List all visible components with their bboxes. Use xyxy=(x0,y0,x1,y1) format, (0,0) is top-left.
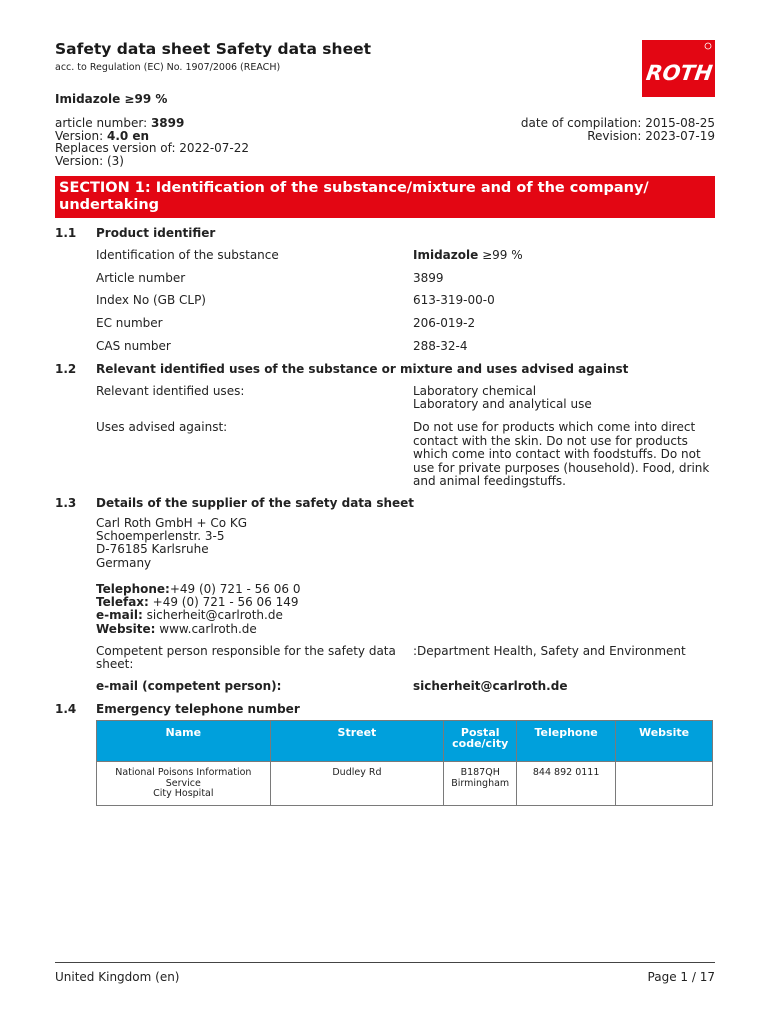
country: Germany xyxy=(96,555,152,570)
telephone-label: Telephone: xyxy=(96,582,170,596)
document-title: Safety data sheet Safety data sheet xyxy=(55,40,372,58)
supplier-contacts xyxy=(96,583,300,636)
roth-logo xyxy=(642,40,715,97)
table-row xyxy=(97,762,713,806)
telefax-label: Telefax: xyxy=(96,595,149,610)
page-number: Page 1 / 17 xyxy=(647,970,715,984)
replaces-version: Replaces version of: 2022-07-22 xyxy=(55,141,250,156)
footer-country: United Kingdom (en) xyxy=(55,970,180,984)
telephone-value: +49 (0) 721 - 56 06 0 xyxy=(169,582,301,596)
competent-email-value[interactable]: sicherheit@carlroth.de xyxy=(413,679,568,693)
revision-date: Revision: 2023-07-19 xyxy=(587,128,715,143)
uses-label: Relevant identified uses: xyxy=(96,384,245,398)
version-value: 4.0 en xyxy=(106,128,150,143)
subsection-heading: Details of the supplier of the safety data sheet xyxy=(96,496,415,510)
column-header-name: Name xyxy=(97,721,271,762)
svg-text:ROTH: ROTH xyxy=(644,60,715,85)
replaces-version-number: Version: (3) xyxy=(55,153,124,168)
cell-street: Dudley Rd xyxy=(270,762,444,806)
substance-name: Imidazole xyxy=(413,248,479,262)
substance-identification xyxy=(413,249,523,262)
competent-person-label: Competent person responsible for the safety data sheet: xyxy=(96,644,396,671)
subsection-heading: Product identifier xyxy=(96,226,216,240)
document-meta-right xyxy=(521,117,715,142)
row-label: Identification of the substance xyxy=(96,248,279,262)
cell-postal xyxy=(444,762,517,806)
subsection-heading: Emergency telephone number xyxy=(96,702,300,716)
section-1-heading: SECTION 1: Identification of the substance/mixture and of the company/ undertaking xyxy=(55,176,715,218)
website-label: Website: xyxy=(96,621,156,636)
column-header-website: Website xyxy=(616,721,713,762)
subsection-number: 1.2 xyxy=(55,362,77,376)
column-header-telephone: Telephone xyxy=(517,721,616,762)
city-address: D-76185 Karlsruhe xyxy=(96,542,209,557)
advised-against-value: Do not use for products which come into direct contact with the skin. Do not use for products which come into contact with foodstuffs. Do not use for private purposes (household). Food, drink and animal feedingstuffs. xyxy=(413,420,710,488)
roth-logo-mark xyxy=(642,40,715,97)
cell-text: City Hospital xyxy=(153,788,214,799)
cell-name xyxy=(97,762,271,806)
cell-text: B187QH xyxy=(460,767,500,778)
subsection-number: 1.1 xyxy=(55,226,77,240)
row-label: Article number xyxy=(96,271,186,285)
street-address: Schoemperlenstr. 3-5 xyxy=(96,529,225,544)
cell-text: National Poisons Information xyxy=(115,767,252,778)
regulation-subtitle: acc. to Regulation (EC) No. 1907/2006 (REACH) xyxy=(55,62,281,73)
company-name: Carl Roth GmbH + Co KG xyxy=(96,516,248,530)
table-header-row xyxy=(97,721,713,762)
cell-text: Service xyxy=(165,777,201,789)
row-label: Index No (GB CLP) xyxy=(96,293,206,307)
email-label: e-mail: xyxy=(96,608,143,623)
column-header-street: Street xyxy=(270,721,444,762)
product-name: Imidazole ≥99 % xyxy=(55,92,168,106)
row-value: 3899 xyxy=(413,271,444,285)
advised-against-label: Uses advised against: xyxy=(96,420,228,434)
website-link[interactable]: www.carlroth.de xyxy=(155,621,257,636)
version-label: Version: xyxy=(55,128,107,143)
subsection-number: 1.3 xyxy=(55,496,77,510)
row-label: EC number xyxy=(96,316,163,330)
footer-divider xyxy=(55,962,715,963)
row-label: CAS number xyxy=(96,339,171,353)
compilation-date: date of compilation: 2015-08-25 xyxy=(520,116,715,130)
cell-website xyxy=(616,762,713,806)
use-item: Laboratory chemical xyxy=(413,384,537,398)
article-label: article number: xyxy=(55,116,151,130)
competent-email-label: e-mail (competent person): xyxy=(96,679,282,693)
supplier-address xyxy=(96,517,247,570)
row-value: 206-019-2 xyxy=(413,316,476,330)
subsection-heading: Relevant identified uses of the substance or mixture and uses advised against xyxy=(96,362,629,376)
emergency-contacts-table xyxy=(96,720,713,806)
document-meta-left xyxy=(55,117,249,167)
substance-purity: ≥99 % xyxy=(478,248,523,262)
email-link[interactable]: sicherheit@carlroth.de xyxy=(142,608,283,623)
cell-telephone: 844 892 0111 xyxy=(517,762,616,806)
column-header-postal: Postal code/city xyxy=(444,721,517,762)
article-value: 3899 xyxy=(150,116,185,130)
telefax-value: +49 (0) 721 - 56 06 149 xyxy=(148,595,299,610)
uses-value xyxy=(413,385,592,410)
row-value: 288-32-4 xyxy=(413,339,468,353)
cell-text: Birmingham xyxy=(451,777,510,789)
use-item: Laboratory and analytical use xyxy=(413,396,592,411)
subsection-number: 1.4 xyxy=(55,702,77,716)
row-value: 613-319-00-0 xyxy=(413,293,495,307)
competent-person-value: :Department Health, Safety and Environment xyxy=(413,644,686,658)
